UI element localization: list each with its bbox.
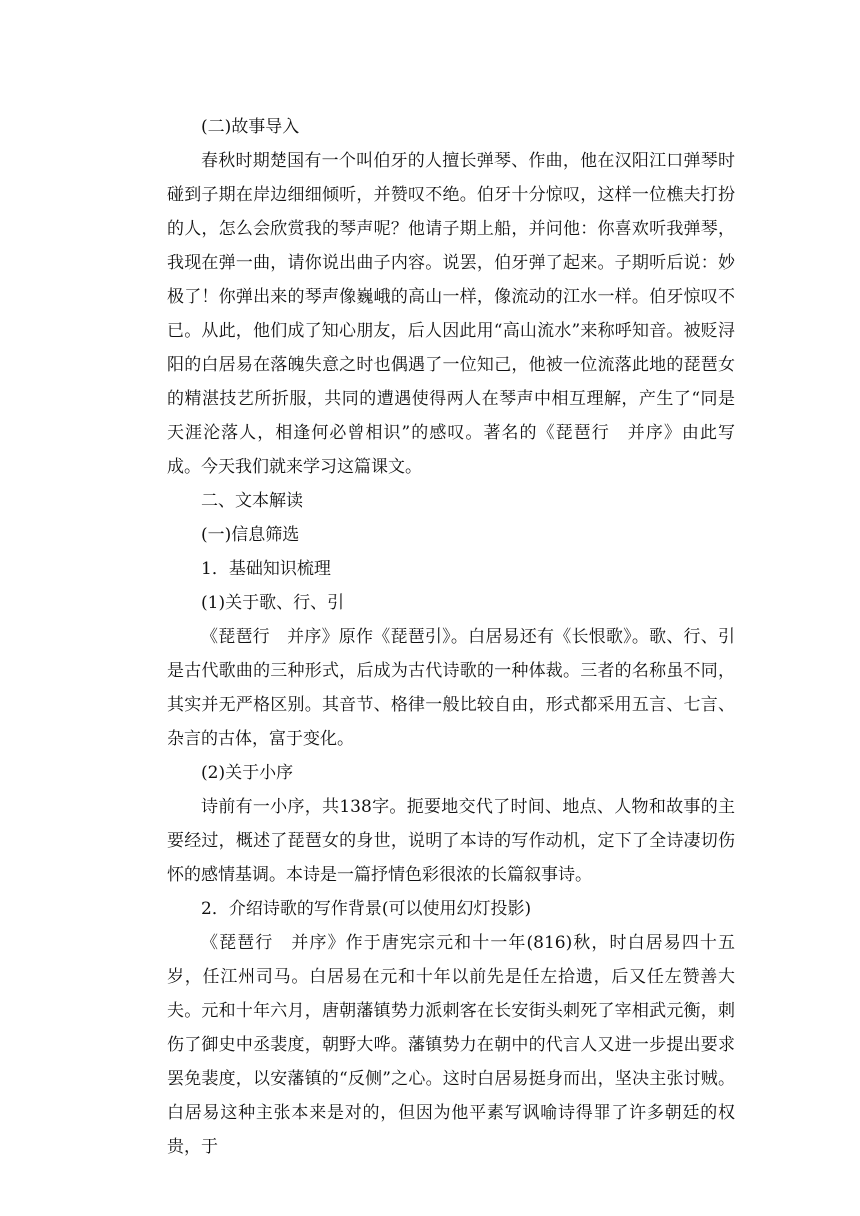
preface-paragraph: 诗前有一小序，共138字。扼要地交代了时间、地点、人物和故事的主要经过，概述了琵琶女的身世，说明了本诗的写作动机，定下了全诗凄切伤怀的感情基调。本诗是一篇抒情色彩很浓的长篇叙事诗。 (167, 797, 735, 885)
section-heading-story-intro: (二)故事导入 (201, 117, 300, 137)
item-heading-background: 2．介绍诗歌的写作背景(可以使用幻灯投影) (201, 899, 532, 919)
item-heading-preface: (2)关于小序 (201, 763, 294, 783)
item-heading-ge-xing-yin: (1)关于歌、行、引 (201, 593, 345, 613)
document-body (167, 110, 735, 1164)
background-paragraph: 《琵琶行 并序》作于唐宪宗元和十一年(816)秋，时白居易四十五岁，任江州司马。白居易在元和十年以前先是任左拾遗，后又任左赞善大夫。元和十年六月，唐朝藩镇势力派刺客在长安街头刺死了宰相武元衡，刺伤了御史中丞裴度，朝野大哗。藩镇势力在朝中的代言人又进一步提出要求罢免裴度，以安藩镇的“反侧”之心。这时白居易挺身而出，坚决主张讨贼。白居易这种主张本来是对的，但因为他平素写讽喻诗得罪了许多朝廷的权贵，于 (167, 933, 735, 1157)
section-heading-text-reading: 二、文本解读 (201, 491, 303, 511)
story-paragraph: 春秋时期楚国有一个叫伯牙的人擅长弹琴、作曲，他在汉阳江口弹琴时碰到子期在岸边细细倾听，并赞叹不绝。伯牙十分惊叹，这样一位樵夫打扮的人，怎么会欣赏我的琴声呢？他请子期上船，并问他：你喜欢听我弹琴，我现在弹一曲，请你说出曲子内容。说罢，伯牙弹了起来。子期听后说：妙极了！你弹出来的琴声像巍峨的高山一样，像流动的江水一样。伯牙惊叹不已。从此，他们成了知心朋友，后人因此用“高山流水”来称呼知音。被贬浔阳的白居易在落魄失意之时也偶遇了一位知己，他被一位流落此地的琵琶女的精湛技艺所折服，共同的遭遇使得两人在琴声中相互理解，产生了“同是天涯沦落人，相逢何必曾相识”的感叹。著名的《琵琶行 并序》由此写成。今天我们就来学习这篇课文。 (167, 151, 735, 477)
ge-xing-yin-paragraph: 《琵琶行 并序》原作《琵琶引》。白居易还有《长恨歌》。歌、行、引是古代歌曲的三种形式，后成为古代诗歌的一种体裁。三者的名称虽不同，其实并无严格区别。其音节、格律一般比较自由，形式都采用五言、七言、杂言的古体，富于变化。 (167, 627, 735, 749)
subsection-heading-info-filter: (一)信息筛选 (201, 525, 300, 545)
item-heading-basic-knowledge: 1．基础知识梳理 (201, 559, 331, 579)
